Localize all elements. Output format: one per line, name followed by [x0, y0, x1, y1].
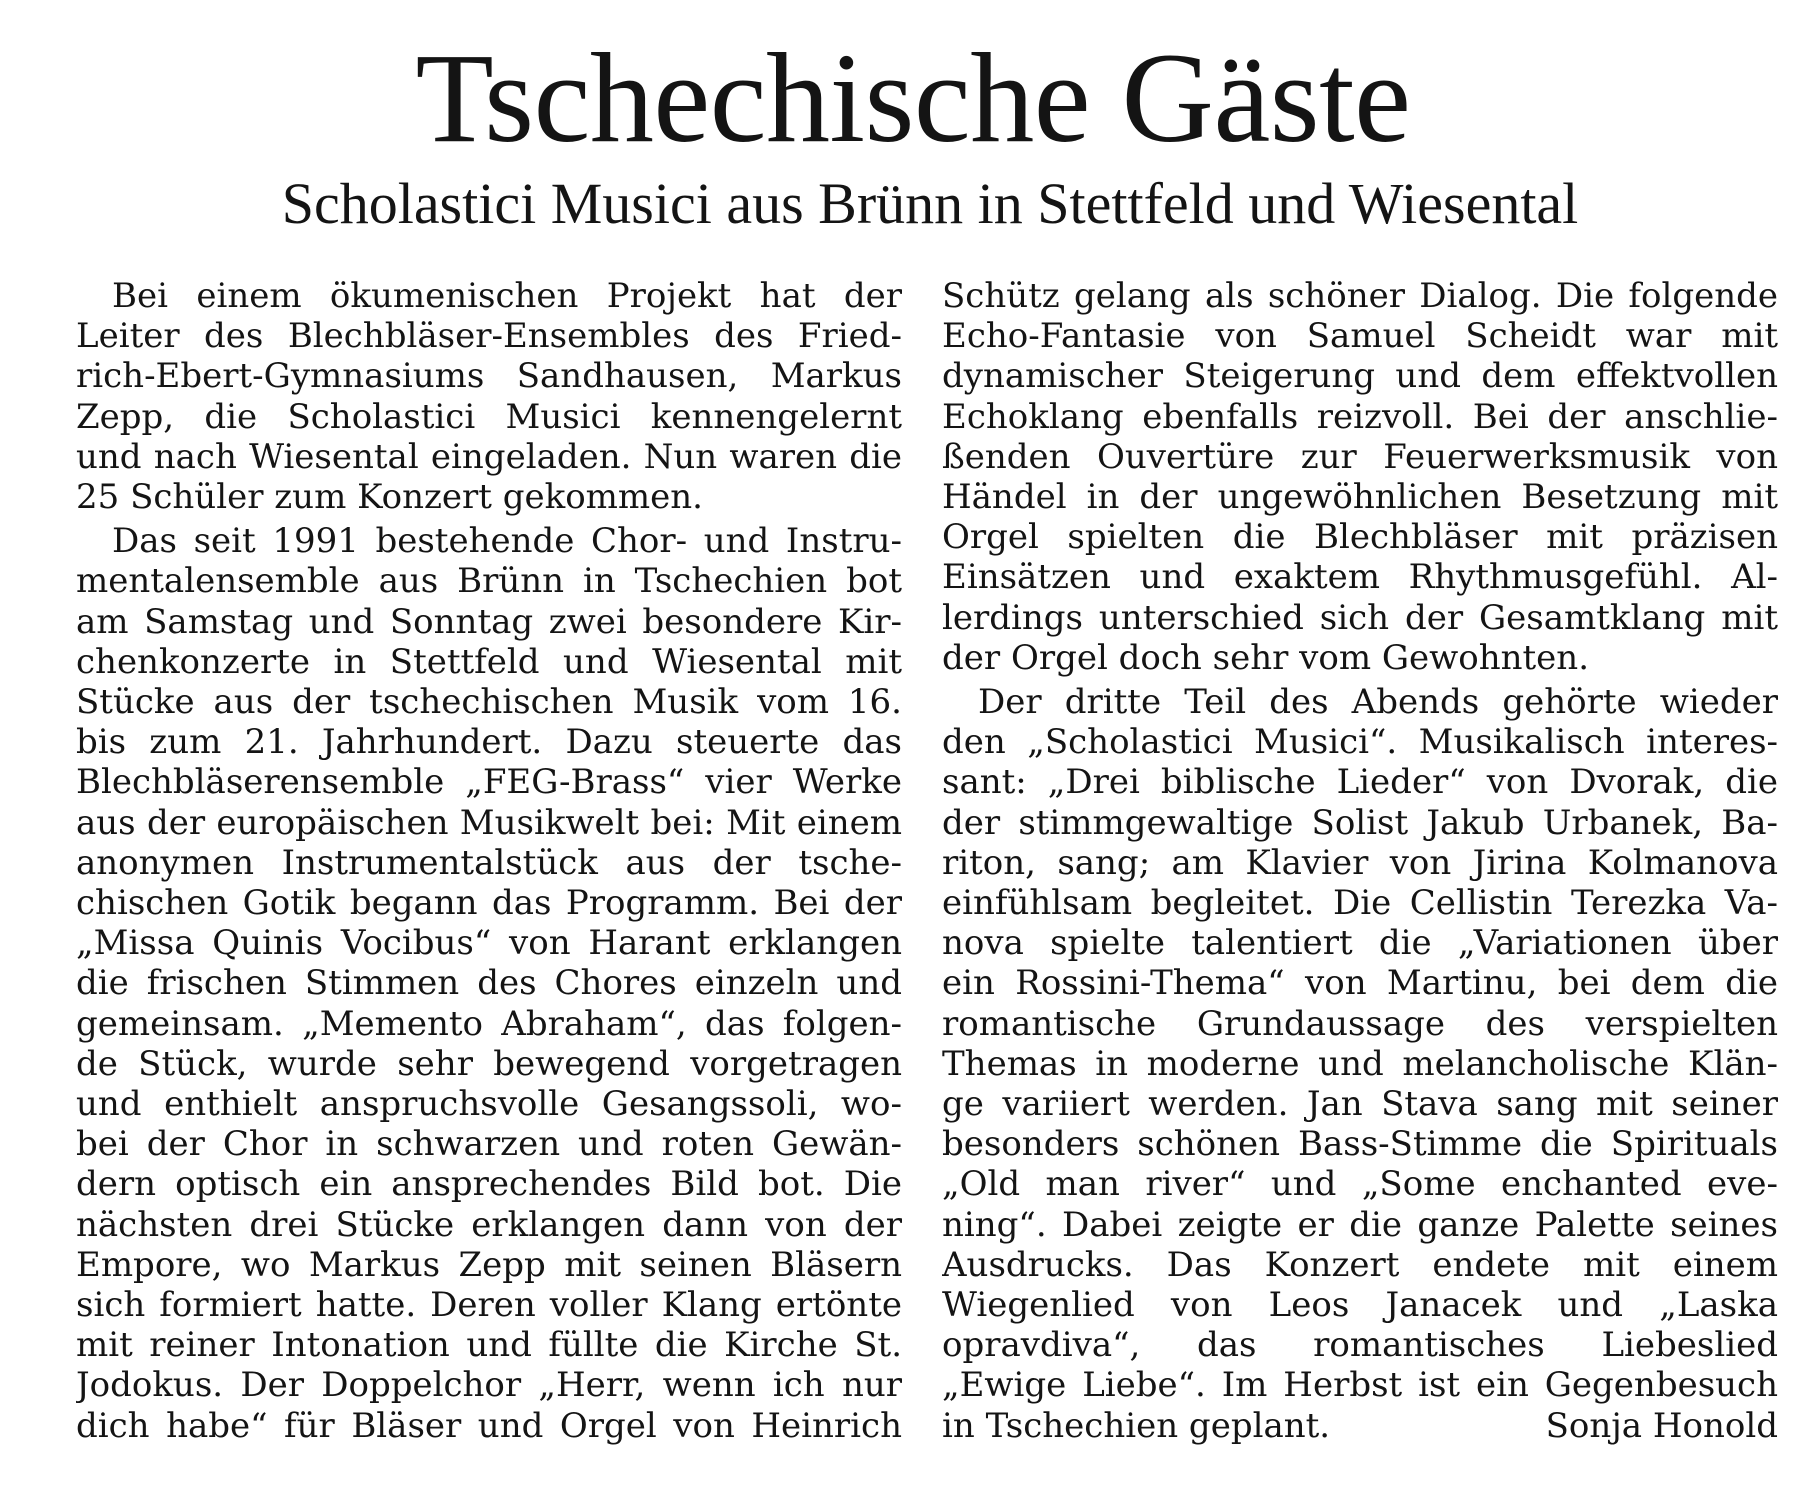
text-line: Leiter des Blechbläser-Ensembles des Fried-: [76, 316, 902, 357]
paragraph-third-part: [942, 682, 1778, 1406]
left-column: [76, 276, 902, 1466]
text-line: ge variiert werden. Jan Stava sang mit seiner: [942, 1084, 1778, 1125]
text-line: chischen Gotik begann das Programm. Bei der: [76, 883, 902, 924]
text-line: Zepp, die Scholastici Musici kennengelernt: [76, 396, 902, 437]
text-line: „Missa Quinis Vocibus“ von Harant erklangen: [76, 923, 902, 964]
paragraph-program-continued: [942, 276, 1778, 678]
text-line: Das seit 1991 bestehende Chor- und Instru-: [112, 521, 902, 562]
text-line: nova spielte talentiert die „Variationen über: [942, 923, 1778, 964]
text-line: bei der Chor in schwarzen und roten Gewän-: [76, 1124, 902, 1165]
text-line: ning“. Dabei zeigte er die ganze Palette seines: [942, 1204, 1778, 1245]
text-line: Blechbläserensemble „FEG-Brass“ vier Werke: [76, 762, 902, 803]
text-line: chenkonzerte in Stettfeld und Wiesental mit: [76, 641, 902, 682]
signoff-line: [942, 1406, 1778, 1446]
text-line: mentalensemble aus Brünn in Tschechien bot: [76, 561, 902, 602]
text-line: den „Scholastici Musici“. Musikalisch interes-: [942, 722, 1778, 763]
headline: Tschechische Gäste: [415, 27, 1411, 169]
text-line: Bei einem ökumenischen Projekt hat der: [112, 276, 902, 316]
text-line: gemeinsam. „Memento Abraham“, das folgen-: [76, 1003, 902, 1044]
closing-text: in Tschechien geplant.: [942, 1405, 1331, 1446]
text-line: riton, sang; am Klavier von Jirina Kolmanova: [942, 842, 1778, 883]
text-line: ein Rossini-Thema“ von Martinu, bei dem die: [942, 963, 1778, 1004]
text-line: dern optisch ein ansprechendes Bild bot. Die: [76, 1164, 902, 1205]
text-line: Echo-Fantasie von Samuel Scheidt war mit: [942, 316, 1778, 357]
paragraph-intro: [76, 276, 902, 517]
text-line: de Stück, wurde sehr bewegend vorgetragen: [76, 1043, 902, 1084]
text-line: der Orgel doch sehr vom Gewohnten.: [942, 637, 1590, 678]
text-line: Ausdrucks. Das Konzert endete mit einem: [942, 1244, 1778, 1285]
text-line: ßenden Ouvertüre zur Feuerwerksmusik von: [942, 436, 1778, 477]
right-column: [942, 276, 1778, 1466]
text-line: dynamischer Steigerung und dem effektvollen: [942, 356, 1778, 397]
text-line: und nach Wiesental eingeladen. Nun waren die: [76, 436, 902, 477]
text-line: 25 Schüler zum Konzert gekommen.: [76, 477, 703, 518]
text-line: Der dritte Teil des Abends gehörte wieder: [978, 682, 1778, 723]
text-line: aus der europäischen Musikwelt bei: Mit einem: [76, 802, 902, 843]
text-line: einfühlsam begleitet. Die Cellistin Terezka Va-: [942, 883, 1778, 924]
text-line: rich-Ebert-Gymnasiums Sandhausen, Markus: [76, 356, 902, 397]
text-line: „Old man river“ und „Some enchanted eve-: [942, 1164, 1778, 1205]
text-line: romantische Grundaussage des verspielten: [942, 1003, 1778, 1044]
text-line: anonymen Instrumentalstück aus der tsche-: [76, 842, 902, 883]
text-line: Echoklang ebenfalls reizvoll. Bei der anschlie-: [942, 396, 1778, 437]
subheadline: Scholastici Musici aus Brünn in Stettfeld und Wiesental: [281, 171, 1579, 236]
article-body: [76, 276, 1778, 1466]
text-line: Empore, wo Markus Zepp mit seinen Bläsern: [76, 1244, 902, 1285]
text-line: Einsätzen und exaktem Rhythmusgefühl. Al-: [942, 557, 1778, 598]
text-line: Wiegenlied von Leos Janacek und „Laska: [942, 1285, 1778, 1326]
text-line: Stücke aus der tschechischen Musik vom 16.: [76, 682, 902, 723]
text-line: sich formiert hatte. Deren voller Klang ertönte: [76, 1285, 902, 1326]
text-line: Schütz gelang als schöner Dialog. Die folgende: [942, 276, 1778, 316]
text-line: opravdiva“, das romantisches Liebeslied: [942, 1325, 1778, 1366]
text-line: die frischen Stimmen des Chores einzeln und: [76, 963, 902, 1004]
text-line: sant: „Drei biblische Lieder“ von Dvorak, die: [942, 762, 1778, 803]
author-byline: Sonja Honold: [1545, 1405, 1778, 1446]
text-line: und enthielt anspruchsvolle Gesangssoli, wo-: [76, 1084, 902, 1125]
text-line: Orgel spielten die Blechbläser mit präzisen: [942, 517, 1778, 558]
text-line: besonders schönen Bass-Stimme die Spirituals: [942, 1124, 1778, 1165]
text-line: Themas in moderne und melancholische Klän-: [942, 1043, 1778, 1084]
text-line: der stimmgewaltige Solist Jakub Urbanek, Ba-: [942, 802, 1778, 843]
text-line: nächsten drei Stücke erklangen dann von der: [76, 1204, 902, 1245]
text-line: am Samstag und Sonntag zwei besondere Kir-: [76, 601, 902, 642]
paragraph-program: [76, 521, 902, 1446]
text-line: „Ewige Liebe“. Im Herbst ist ein Gegenbesuch: [942, 1365, 1778, 1406]
text-line: mit reiner Intonation und füllte die Kirche St.: [76, 1325, 902, 1366]
text-line: Händel in der ungewöhnlichen Besetzung mit: [942, 477, 1778, 518]
text-line: lerdings unterschied sich der Gesamtklang mit: [942, 597, 1778, 638]
text-line: dich habe“ für Bläser und Orgel von Heinrich: [76, 1405, 902, 1446]
text-line: Jodokus. Der Doppelchor „Herr, wenn ich nur: [76, 1365, 902, 1406]
text-line: bis zum 21. Jahrhundert. Dazu steuerte das: [76, 722, 902, 763]
